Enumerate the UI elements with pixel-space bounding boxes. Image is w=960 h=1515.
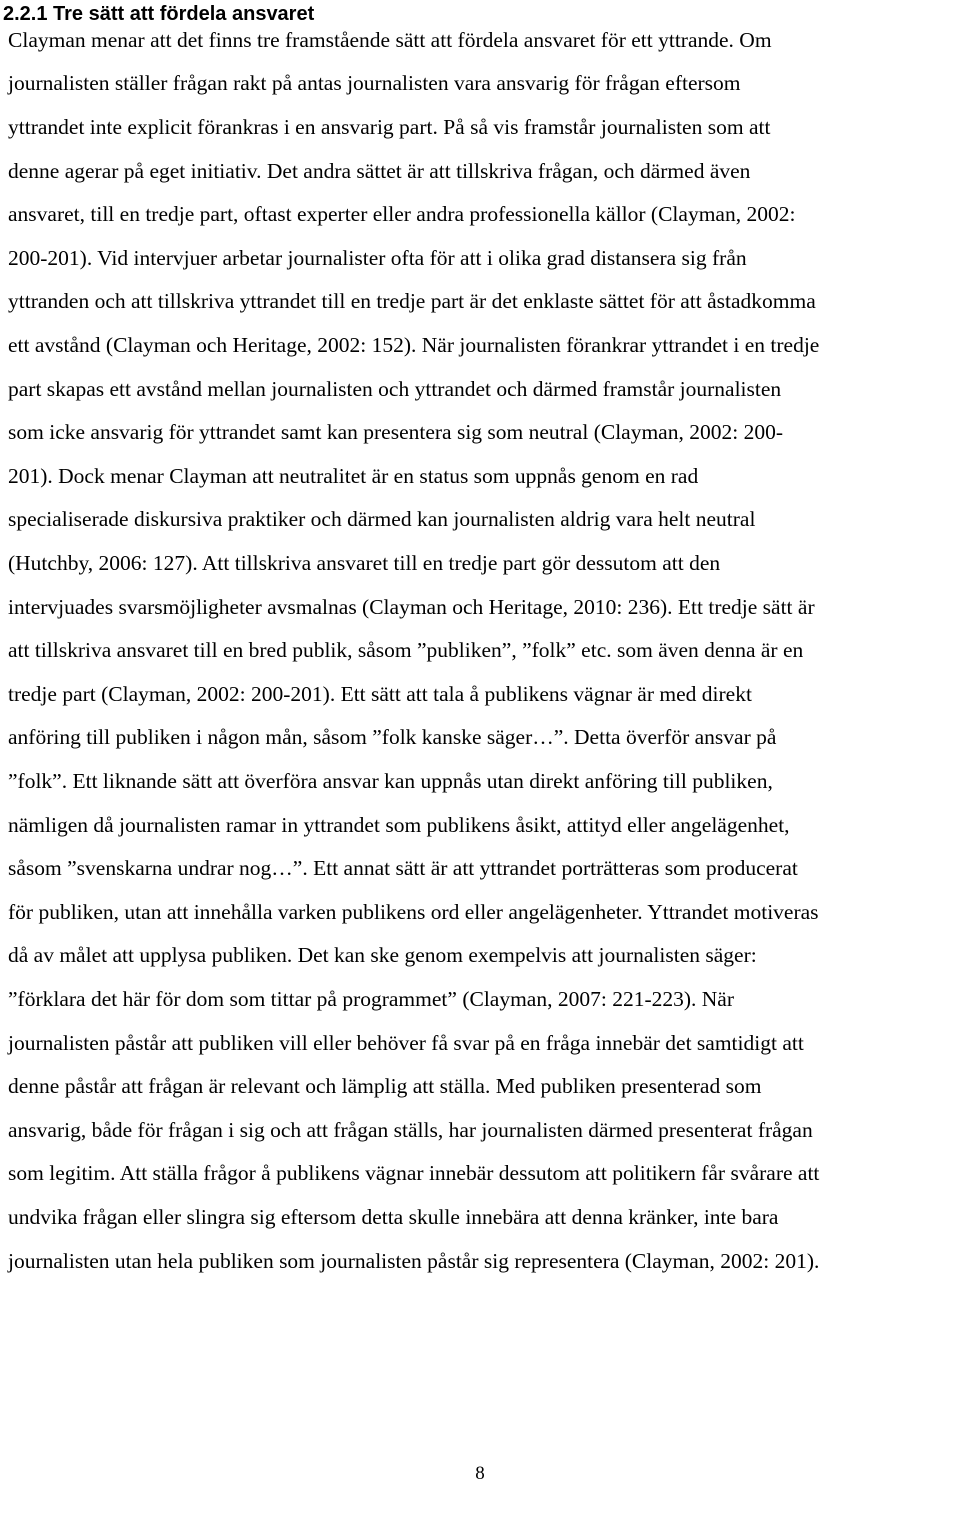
text-line: 200-201). Vid intervjuer arbetar journalister ofta för att i olika grad distansera sig från	[8, 246, 747, 270]
text-line: ”folk”. Ett liknande sätt att överföra ansvar kan uppnås utan direkt anföring till publiken,	[8, 769, 773, 793]
text-line: såsom ”svenskarna undrar nog…”. Ett annat sätt är att yttrandet porträtteras som producerat	[8, 856, 798, 880]
text-line: tredje part (Clayman, 2002: 200-201). Ett sätt att tala å publikens vägnar är med direkt	[8, 682, 752, 706]
text-line: journalisten ställer frågan rakt på antas journalisten vara ansvarig för frågan eftersom	[8, 71, 741, 95]
text-line: ett avstånd (Clayman och Heritage, 2002: 152). När journalisten förankrar yttrandet i en tredje	[8, 333, 820, 357]
page-number: 8	[475, 1463, 485, 1484]
text-line: ”förklara det här för dom som tittar på programmet” (Clayman, 2007: 221-223). När	[8, 987, 734, 1011]
text-line: specialiserade diskursiva praktiker och därmed kan journalisten aldrig vara helt neutral	[8, 507, 756, 531]
text-line: som legitim. Att ställa frågor å publikens vägnar innebär dessutom att politikern får svårare att	[8, 1161, 820, 1185]
text-line: part skapas ett avstånd mellan journalisten och yttrandet och därmed framstår journalisten	[8, 377, 782, 401]
text-line: denne agerar på eget initiativ. Det andra sättet är att tillskriva frågan, och därmed även	[8, 159, 751, 183]
text-line: för publiken, utan att innehålla varken publikens ord eller angelägenheter. Yttrandet motiveras	[8, 900, 819, 924]
text-line: denne påstår att frågan är relevant och lämplig att ställa. Med publiken presenterad som	[8, 1074, 762, 1098]
text-line: som icke ansvarig för yttrandet samt kan presentera sig som neutral (Clayman, 2002: 200-	[8, 420, 783, 444]
text-line: anföring till publiken i någon mån, såsom ”folk kanske säger…”. Detta överför ansvar på	[8, 725, 777, 749]
text-line: intervjuades svarsmöjligheter avsmalnas (Clayman och Heritage, 2010: 236). Ett tredje sätt är	[8, 595, 815, 619]
text-line: nämligen då journalisten ramar in yttrandet som publikens åsikt, attityd eller angelägenhet,	[8, 813, 790, 837]
section-heading: 2.2.1 Tre sätt att fördela ansvaret	[3, 3, 315, 25]
text-line: journalisten utan hela publiken som journalisten påstår sig representera (Clayman, 2002: 201).	[8, 1249, 820, 1273]
text-line: 201). Dock menar Clayman att neutralitet är en status som uppnås genom en rad	[8, 464, 699, 488]
text-line: då av målet att upplysa publiken. Det kan ske genom exempelvis att journalisten säger:	[8, 943, 757, 967]
text-line: journalisten påstår att publiken vill eller behöver få svar på en fråga innebär det samtidigt att	[8, 1031, 804, 1055]
text-line: ansvaret, till en tredje part, oftast experter eller andra professionella källor (Clayman, 2002:	[8, 202, 796, 226]
text-line: (Hutchby, 2006: 127). Att tillskriva ansvaret till en tredje part gör dessutom att den	[8, 551, 721, 575]
text-line: att tillskriva ansvaret till en bred publik, såsom ”publiken”, ”folk” etc. som även denna är en	[8, 638, 804, 662]
text-line: undvika frågan eller slingra sig eftersom detta skulle innebära att denna kränker, inte bara	[8, 1205, 779, 1229]
text-line: ansvarig, både för frågan i sig och att frågan ställs, har journalisten därmed presenterat frågan	[8, 1118, 813, 1142]
text-line: yttrandet inte explicit förankras i en ansvarig part. På så vis framstår journalisten som att	[8, 115, 771, 139]
text-line: Clayman menar att det finns tre framstående sätt att fördela ansvaret för ett yttrande. Om	[8, 28, 772, 52]
text-line: yttranden och att tillskriva yttrandet till en tredje part är det enklaste sättet för att åstadkomma	[8, 289, 816, 313]
